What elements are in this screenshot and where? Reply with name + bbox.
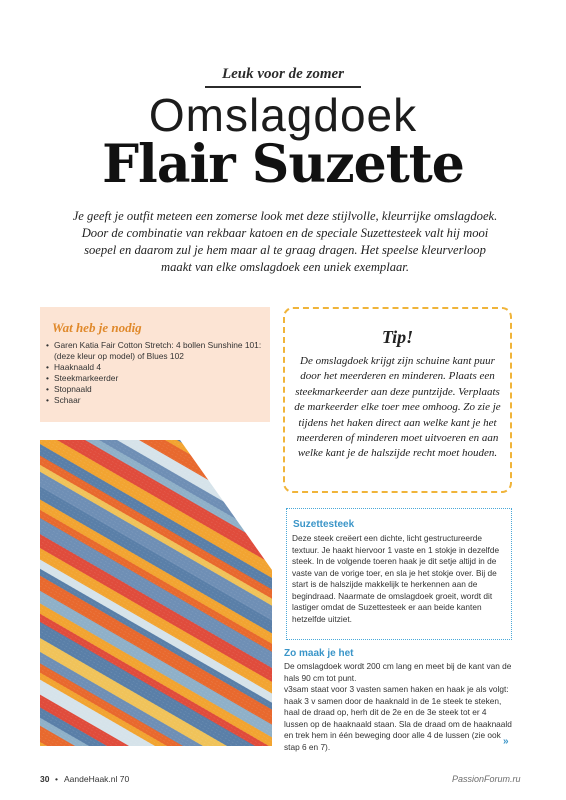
materials-item: • Stopnaald	[46, 384, 266, 395]
tip-text: De omslagdoek krijgt zijn schuine kant puur door het meerderen en minderen. Plaats een steekmarkeerder aan deze puntzijde. Verplaats de markeerder elke toer mee omhoog. Zo zie je tijdens het haken direct aan welke kant je het meerderen of minderen moet uitvoeren en aan welke kant je de halszijde recht moet houden.	[294, 355, 501, 460]
continue-arrow-icon: »	[503, 736, 509, 747]
shawl-photo	[40, 440, 272, 746]
materials-item: • Garen Katia Fair Cotton Stretch: 4 bollen Sunshine 101:(deze kleur op model) of Blues 102	[46, 340, 266, 362]
materials-title: Wat heb je nodig	[52, 320, 142, 335]
watermark: PassionForum.ru	[452, 774, 521, 784]
instructions-text	[284, 661, 512, 753]
materials-item: • Steekmarkeerder	[46, 373, 266, 384]
stitch-text: Deze steek creëert een dichte, licht gestructureerde textuur. Je haakt hiervoor 1 vaste en 1 stokje in dezelfde steek. In de volgende toeren haak je dit setje altijd in de vaste van de vorige toer, en sla je het stokje over. Bij de start is de halszijde makkelijk te herkennen aan de begindraad. Naarmate de omslagdoek groeit, wordt dit lastiger omdat de Suzettesteek er aan beide kanten hetzelfde uitziet.	[292, 533, 500, 624]
instructions-title: Zo maak je het	[284, 648, 354, 659]
tip-title: Tip!	[381, 327, 414, 347]
kicker: Leuk voor de zomer	[221, 66, 345, 82]
title-line-1: Omslagdoek	[148, 89, 418, 141]
intro-paragraph: Je geeft je outfit meteen een zomerse look met deze stijlvolle, kleurrijke omslagdoek. Door de combinatie van rekbaar katoen en de speciale Suzettesteek valt hij mooi soepel en daarom zul je hem maar al te graag dragen. Het speelse kleurverloop maakt van elke omslagdoek een uniek exemplaar.	[72, 209, 498, 274]
page-number: 30	[40, 774, 50, 784]
stitch-title: Suzettesteek	[293, 519, 355, 530]
footer-bullet: •	[55, 774, 58, 784]
materials-item: • Haaknaald 4	[46, 362, 266, 373]
magazine-name: AandeHaak.nl 70	[64, 774, 130, 784]
crochet-stripes-image	[40, 440, 272, 746]
instructions-paragraph: v3sam staat voor 3 vasten samen haken en haak je als volgt: haak 3 v samen door de haaknald in de 1e steek te steken, haal de draad op, herh dit de 2e en de 3e steek tot er 4 lussen op de haaknaald staan. Sla de draad om de haaknaald en trek hem in één beweging door alle 4 de lussen (zie ook stap 6 en 7).	[284, 684, 512, 752]
instructions-paragraph: De omslagdoek wordt 200 cm lang en meet bij de kant van de hals 90 cm tot punt.	[284, 661, 512, 683]
title-line-2: Flair Suzette	[102, 134, 464, 195]
materials-item: • Schaar	[46, 395, 266, 406]
materials-list	[46, 340, 266, 406]
